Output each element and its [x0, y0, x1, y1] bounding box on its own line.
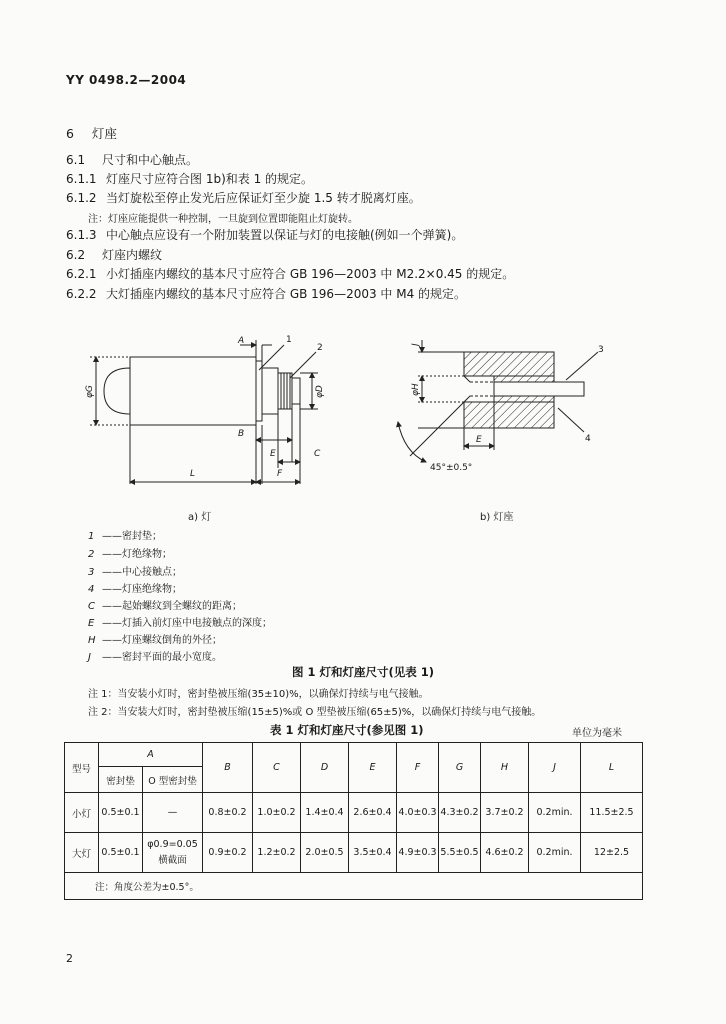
cell-F: 4.0±0.3 [397, 793, 439, 833]
header-A-oring: O 型密封垫 [143, 767, 203, 793]
cell-G: 5.5±0.5 [439, 833, 481, 873]
cell-B: 0.8±0.2 [203, 793, 253, 833]
socket-insulator-top [494, 376, 554, 382]
cell-F: 4.9±0.3 [397, 833, 439, 873]
legend-key: 3 [88, 567, 95, 578]
header-B: B [203, 743, 253, 793]
section-number: 6 [66, 126, 74, 141]
label-E-lamp: E [270, 449, 276, 459]
clause-text: 尺寸和中心触点。 [102, 153, 199, 167]
label-A: A [238, 336, 245, 346]
clause-text: 当灯旋松至停止发光后应保证灯至少旋 1.5 转才脱离灯座。 [106, 191, 421, 205]
caption-socket: b) 灯座 [480, 512, 514, 523]
figure-note-2: 注 2：当安装大灯时，密封垫被压缩(15±5)%或 O 型垫被压缩(65±5)%，以确保灯持续与电气接触。 [88, 707, 542, 718]
label-E-socket: E [476, 435, 482, 445]
table-row [65, 833, 643, 873]
cell-H: 3.7±0.2 [481, 793, 529, 833]
legend-text: ——灯座绝缘物； [102, 584, 182, 595]
header-A-seal: 密封垫 [99, 767, 143, 793]
cell-C: 1.0±0.2 [253, 793, 301, 833]
cell-D: 2.0±0.5 [301, 833, 349, 873]
cell-H: 4.6±0.2 [481, 833, 529, 873]
dimension-table [64, 742, 643, 900]
cell-L: 11.5±2.5 [581, 793, 643, 833]
cell-a1: 0.5±0.1 [99, 833, 143, 873]
clause-text: 灯座尺寸应符合图 1b)和表 1 的规定。 [106, 172, 314, 186]
clause-number: 6.1.3 [66, 228, 97, 242]
legend-text: ——密封垫； [102, 531, 162, 542]
cell-L: 12±2.5 [581, 833, 643, 873]
figure-title: 图 1 灯和灯座尺寸(见表 1) [291, 665, 435, 679]
cell-type: 大灯 [65, 833, 99, 873]
socket-wall-top [464, 352, 554, 376]
legend-text: ——灯绝缘物； [102, 549, 172, 560]
socket-contact-pin [494, 382, 584, 396]
label-F: F [277, 469, 283, 479]
legend-text: ——密封平面的最小宽度。 [102, 652, 222, 663]
cell-E: 3.5±0.4 [349, 833, 397, 873]
table-note-row [65, 873, 643, 900]
legend-key: E [88, 618, 95, 629]
label-angle: 45°±0.5° [430, 463, 473, 473]
label-L: L [190, 469, 196, 479]
legend-text: ——灯插入前灯座中电接触点的深度； [102, 618, 272, 629]
lamp-contact [292, 378, 300, 404]
cell-a2: — [143, 793, 203, 833]
legend-key: 2 [88, 549, 95, 560]
cell-type: 小灯 [65, 793, 99, 833]
legend-key: C [88, 601, 95, 612]
section-title: 灯座 [91, 126, 117, 141]
standard-number: YY 0498.2—2004 [66, 73, 187, 87]
clause-number: 6.2.1 [66, 267, 97, 281]
legend-item [88, 614, 272, 629]
legend-item [88, 545, 172, 560]
figure-note-1: 注 1：当安装小灯时，密封垫被压缩(35±10)%，以确保灯持续与电气接触。 [88, 689, 429, 700]
clause-text: 灯座内螺纹 [102, 248, 163, 262]
cell-J: 0.2min. [529, 793, 581, 833]
clause-text: 小灯插座内螺纹的基本尺寸应符合 GB 196—2003 中 M2.2×0.45 的规定。 [106, 267, 515, 281]
legend-item [88, 648, 222, 663]
cell-C: 1.2±0.2 [253, 833, 301, 873]
clause-number: 6.1.2 [66, 191, 97, 205]
header-A: A [99, 743, 203, 767]
clause-number: 6.1 [66, 153, 86, 167]
label-1: 1 [286, 335, 292, 345]
cell-a2 [143, 833, 203, 873]
table-title: 表 1 灯和灯座尺寸(参见图 1) [270, 723, 424, 737]
clause-text: 中心触点应设有一个附加装置以保证与灯的电接触(例如一个弹簧)。 [106, 228, 464, 242]
header-G: G [439, 743, 481, 793]
lamp-bulb-tip [104, 368, 130, 414]
table-header-row [65, 743, 643, 767]
legend-key: 1 [88, 531, 95, 542]
legend-text: ——灯座螺纹倒角的外径； [102, 635, 222, 646]
table-note: 注：角度公差为±0.5°。 [65, 873, 643, 900]
table-row [65, 793, 643, 833]
legend-key: 4 [88, 584, 95, 595]
header-type: 型号 [65, 743, 99, 793]
cell-a2-line1: φ0.9=0.05 [147, 838, 198, 850]
legend-item [88, 631, 222, 646]
clause-number: 6.2.2 [66, 287, 97, 301]
cell-D: 1.4±0.4 [301, 793, 349, 833]
socket-wall-bottom [464, 402, 554, 428]
label-phiH: φH [411, 383, 421, 396]
socket-drawing [398, 340, 598, 462]
legend-item [88, 580, 182, 595]
header-F: F [397, 743, 439, 793]
label-phiD: φD [315, 385, 325, 398]
table-unit: 单位为毫米 [572, 728, 622, 739]
legend-item [88, 597, 242, 612]
header-H: H [481, 743, 529, 793]
socket-insulator-bottom [494, 396, 554, 402]
header-E: E [349, 743, 397, 793]
legend-key: J [88, 652, 91, 663]
clause-note: 注：灯座应能提供一种控制，一旦旋到位置即能阻止灯旋转。 [88, 214, 358, 225]
legend-item [88, 563, 182, 578]
cell-J: 0.2min. [529, 833, 581, 873]
label-3: 3 [598, 345, 604, 355]
cell-G: 4.3±0.2 [439, 793, 481, 833]
clause-text: 大灯插座内螺纹的基本尺寸应符合 GB 196—2003 中 M4 的规定。 [106, 287, 467, 301]
legend-item [88, 527, 162, 542]
legend-key: H [88, 635, 96, 646]
header-D: D [301, 743, 349, 793]
header-J: J [529, 743, 581, 793]
label-4: 4 [585, 434, 591, 444]
label-phiG: φG [85, 385, 95, 398]
lamp-drawing [90, 340, 318, 484]
page-number: 2 [66, 952, 73, 965]
caption-lamp: a) 灯 [188, 512, 212, 523]
lamp-body [130, 357, 256, 425]
label-J: J [411, 343, 421, 346]
label-B: B [238, 429, 245, 439]
legend-text: ——中心接触点； [102, 567, 182, 578]
clause-number: 6.1.1 [66, 172, 97, 186]
cell-B: 0.9±0.2 [203, 833, 253, 873]
cell-a1: 0.5±0.1 [99, 793, 143, 833]
clause-number: 6.2 [66, 248, 86, 262]
cell-E: 2.6±0.4 [349, 793, 397, 833]
legend-text: ——起始螺纹到全螺纹的距离； [102, 601, 242, 612]
label-2: 2 [317, 343, 323, 353]
label-C: C [314, 449, 321, 459]
cell-a2-line2: 横截面 [158, 854, 187, 866]
lamp-insulator [262, 368, 278, 414]
header-C: C [253, 743, 301, 793]
header-L: L [581, 743, 643, 793]
